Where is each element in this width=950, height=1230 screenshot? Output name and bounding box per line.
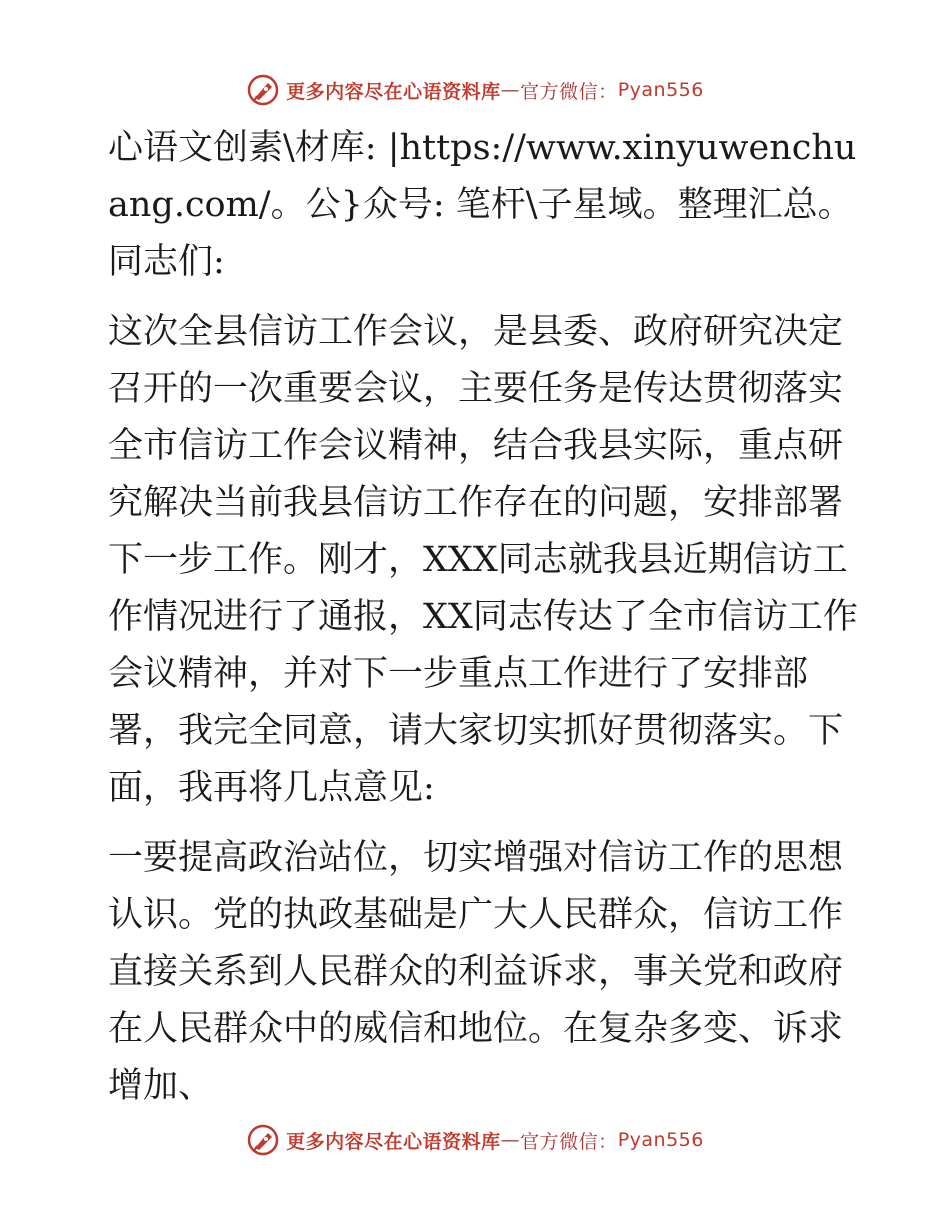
header-watermark — [0, 70, 950, 110]
pen-nib-logo-icon — [246, 1123, 280, 1157]
watermark-wechat-handle: Pyan556 — [617, 79, 704, 101]
watermark-wechat-label: 官方微信： — [520, 80, 618, 103]
watermark-wechat-handle: Pyan556 — [617, 1129, 704, 1151]
watermark-wechat-label: 官方微信： — [520, 1130, 618, 1153]
watermark-separator: — — [500, 1129, 521, 1151]
footer-watermark — [0, 1120, 950, 1160]
paragraph-meeting-purpose: 这次全县信访工作会议，是县委、政府研究决定召开的一次重要会议，主要任务是传达贯彻落实全市信访工作会议精神，结合我县实际，重点研究解决当前我县信访工作存在的问题，安排部署下一步工作。刚才，XXX同志就我县近期信访工作情况进行了通报，XX同志传达了全市信访工作会议精神，并对下一步重点工作进行了安排部署，我完全同意，请大家切实抓好贯彻落实。下面，我再将几点意见: — [108, 312, 858, 808]
watermark-main-text: 更多内容尽在心语资料库 — [286, 1130, 501, 1153]
watermark-main-text: 更多内容尽在心语资料库 — [286, 80, 501, 103]
paragraph-point-one: 一要提高政治站位，切实增强对信访工作的思想认识。党的执政基础是广大人民群众，信访工作直接关系到人民群众的利益诉求，事关党和政府在人民群众中的威信和地位。在复杂多变、诉求增加、 — [108, 838, 844, 1106]
pen-nib-logo-icon — [246, 73, 280, 107]
document-body — [98, 120, 858, 1128]
paragraph-intro: 心语文创素\材库: |https://www.xinyuwenchuang.com/。公}众号: 笔杆\子星域。整理汇总。同志们: — [108, 128, 857, 282]
watermark-separator: — — [500, 79, 521, 101]
